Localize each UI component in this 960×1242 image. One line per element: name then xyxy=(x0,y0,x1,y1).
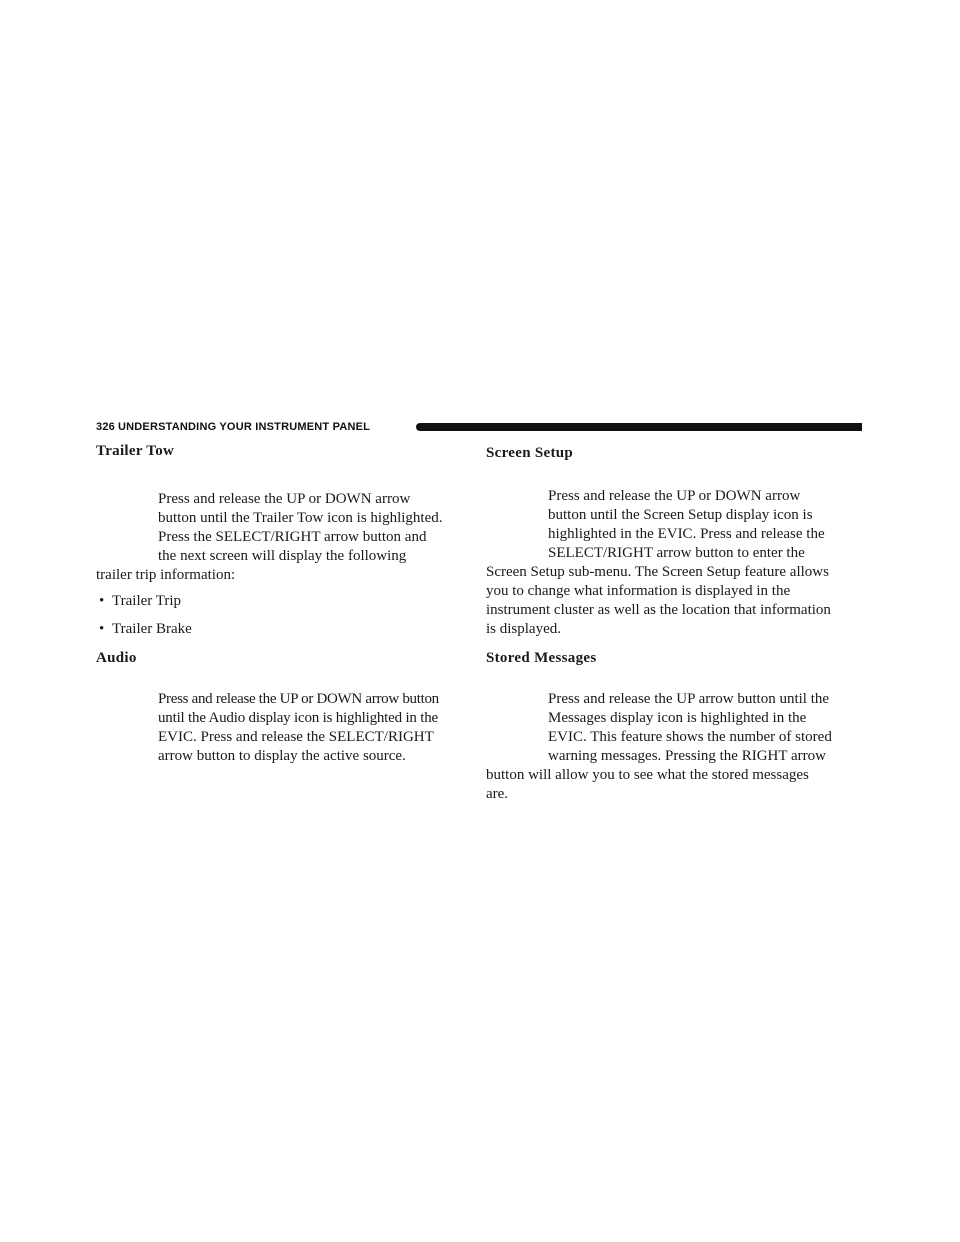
text-line: arrow button to display the active source. xyxy=(158,748,406,764)
text-line: warning messages. Pressing the RIGHT arrow xyxy=(548,748,827,764)
text-line: EVIC. Press and release the SELECT/RIGHT xyxy=(158,729,434,745)
trailer-tow-bullet-list xyxy=(96,591,192,639)
text-line: EVIC. This feature shows the number of stored xyxy=(548,729,832,745)
list-item: • Trailer Brake xyxy=(99,621,192,637)
page-number: 326 xyxy=(96,421,115,433)
text-line: button until the Screen Setup display icon is xyxy=(548,507,813,523)
bullet-icon: • xyxy=(99,621,105,637)
header-rule xyxy=(416,423,862,431)
stored-messages-paragraph xyxy=(486,690,864,804)
text-line: highlighted in the EVIC. Press and release the xyxy=(548,526,825,542)
chapter-title: UNDERSTANDING YOUR INSTRUMENT PANEL xyxy=(118,421,371,433)
text-line: Press the SELECT/RIGHT arrow button and xyxy=(158,529,427,545)
text-line: Press and release the UP or DOWN arrow xyxy=(548,488,801,504)
audio-paragraph xyxy=(96,690,474,766)
page-header xyxy=(96,420,862,434)
text-line: until the Audio display icon is highlighted in the xyxy=(158,710,438,726)
text-line: are. xyxy=(486,786,509,802)
text-line: Press and release the UP arrow button until the xyxy=(548,691,830,707)
section-heading-audio: Audio xyxy=(96,650,137,666)
text-line: trailer trip information: xyxy=(96,567,236,583)
text-line: instrument cluster as well as the location that information xyxy=(486,602,831,618)
text-line: Screen Setup sub-menu. The Screen Setup feature allows xyxy=(486,564,829,580)
text-line: SELECT/RIGHT arrow button to enter the xyxy=(548,545,805,561)
text-line: Messages display icon is highlighted in the xyxy=(548,710,807,726)
text-line: is displayed. xyxy=(486,621,561,637)
list-item: • Trailer Trip xyxy=(99,593,182,609)
bullet-icon: • xyxy=(99,593,105,609)
text-line: Press and release the UP or DOWN arrow xyxy=(158,491,411,507)
section-heading-trailer-tow: Trailer Tow xyxy=(96,443,175,459)
trailer-tow-paragraph xyxy=(96,490,474,585)
section-heading-stored-messages: Stored Messages xyxy=(486,650,597,666)
text-line: button will allow you to see what the stored messages xyxy=(486,767,809,783)
text-line: button until the Trailer Tow icon is highlighted. xyxy=(158,510,443,526)
text-line: you to change what information is displayed in the xyxy=(486,583,791,599)
text-line: the next screen will display the following xyxy=(158,548,407,564)
text-line: Press and release the UP or DOWN arrow button xyxy=(158,691,439,707)
section-heading-screen-setup: Screen Setup xyxy=(486,445,574,461)
screen-setup-paragraph xyxy=(486,487,864,639)
